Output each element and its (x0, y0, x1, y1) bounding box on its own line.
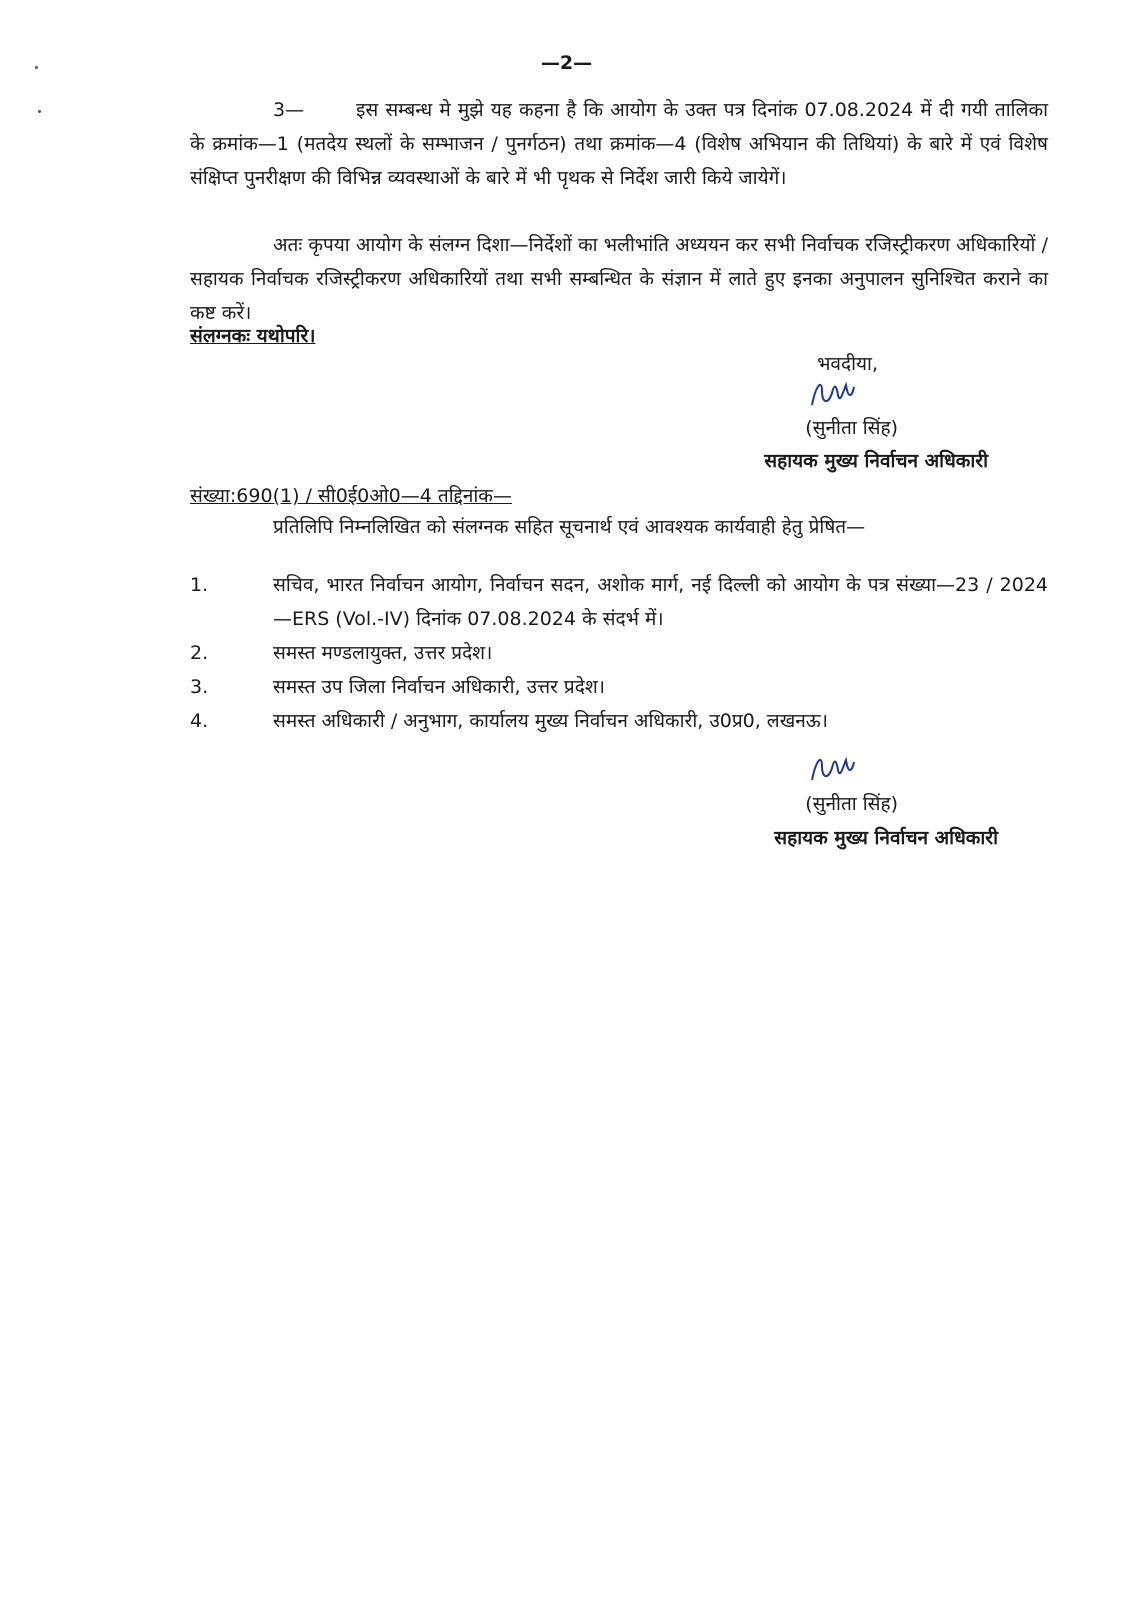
list-number: 2. (190, 642, 209, 664)
list-text: समस्त उप जिला निर्वाचन अधिकारी, उत्तर प्रदेश। (273, 676, 605, 698)
closing-salutation: भवदीया, (817, 353, 878, 375)
signatory-designation: सहायक मुख्य निर्वाचन अधिकारी (764, 450, 988, 472)
copy-forwarding-text: प्रतिलिपि निम्नलिखित को संलग्नक सहित सूचनार्थ एवं आवश्यक कार्यवाही हेतु प्रेषित— (273, 516, 866, 538)
recipient-list (190, 568, 1048, 738)
list-item (190, 568, 1048, 636)
reference-line: संख्या:690(1) / सी0ई0ओ0—4 तद्दिनांक— (190, 485, 512, 507)
list-text: सचिव, भारत निर्वाचन आयोग, निर्वाचन सदन, अशोक मार्ग, नई दिल्ली को आयोग के पत्र संख्या—23 / 2024—ERS (Vol.-IV) दिनांक 07.08.2024 के संदर्भ में। (273, 574, 1048, 630)
signature-scribble-2 (808, 748, 858, 790)
enclosure-note: संलग्नकः यथोपरि। (190, 325, 316, 347)
list-number: 1. (190, 574, 209, 596)
signatory-name: (सुनीता सिंह) (805, 417, 898, 439)
signature-scribble-1 (808, 375, 858, 415)
list-item (190, 670, 1048, 704)
signatory-name: (सुनीता सिंह) (805, 793, 898, 815)
paragraph-text: इस सम्बन्ध मे मुझे यह कहना है कि आयोग के उक्त पत्र दिनांक 07.08.2024 में दी गयी तालिका के क्रमांक—1 (मतदेय स्थलों के सम्भाजन / पुनर्गठन) तथा क्रमांक—4 (विशेष अभियान की तिथियां) के बारे में एवं विशेष संक्षिप्त पुनरीक्षण की विभिन्न व्यवस्थाओं के बारे में भी पृथक से निर्देश जारी किये जायेगें। (190, 99, 1048, 189)
list-item (190, 704, 1048, 738)
list-text: समस्त अधिकारी / अनुभाग, कार्यालय मुख्य निर्वाचन अधिकारी, उ0प्र0, लखनऊ। (273, 710, 828, 732)
signatory-designation: सहायक मुख्य निर्वाचन अधिकारी (774, 827, 998, 849)
paragraph-number: 3— (273, 99, 305, 121)
list-text: समस्त मण्डलायुक्त, उत्तर प्रदेश। (273, 642, 493, 664)
page-number: —2— (540, 52, 593, 74)
scan-speck (38, 110, 41, 113)
list-number: 4. (190, 710, 209, 732)
list-item (190, 636, 1048, 670)
list-number: 3. (190, 676, 209, 698)
paragraph-3 (190, 93, 1048, 195)
paragraph-request: अतः कृपया आयोग के संलग्न दिशा—निर्देशों का भलीभांति अध्ययन कर सभी निर्वाचक रजिस्ट्रीकरण अधिकारियों / सहायक निर्वाचक रजिस्ट्रीकरण अधिकारियों तथा सभी सम्बन्धित के संज्ञान में लाते हुए इनका अनुपालन सुनिश्चित कराने का कष्ट करें। (190, 234, 1048, 324)
